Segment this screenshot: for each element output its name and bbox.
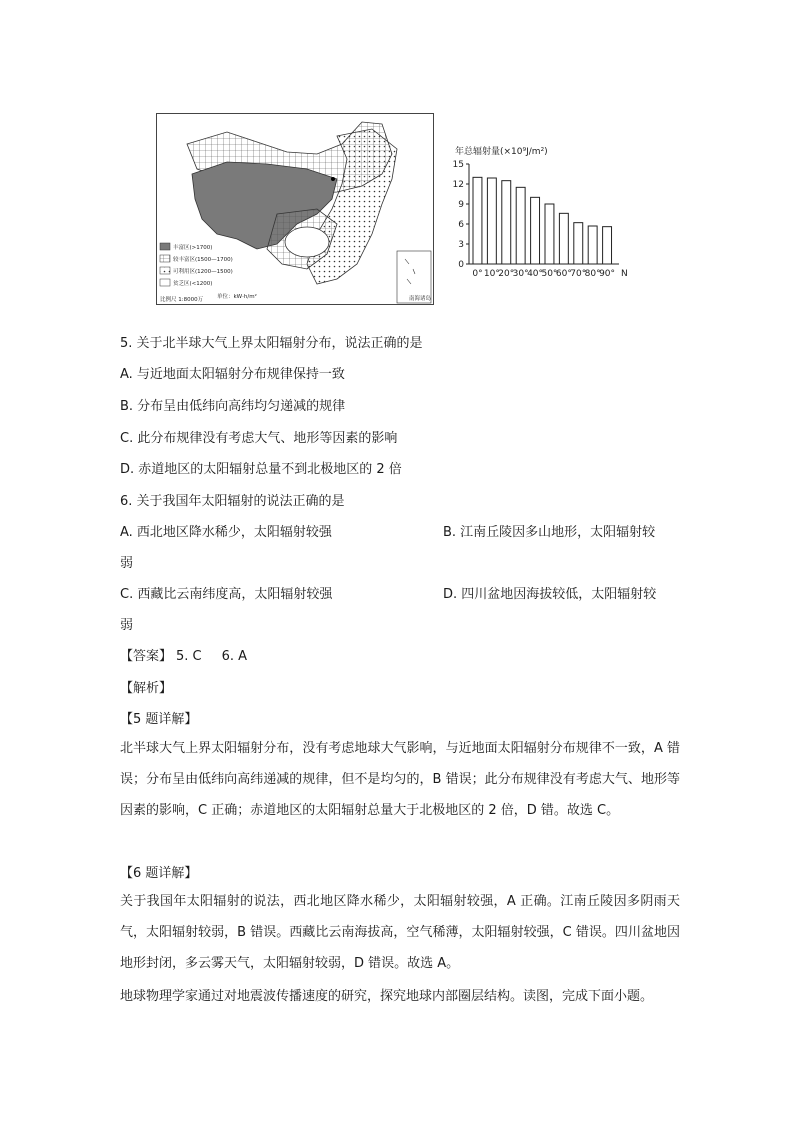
- answer-6: 6. A: [221, 649, 248, 664]
- bar: [473, 177, 482, 264]
- q6-option-c[interactable]: C. 西藏比云南纬度高，太阳辐射较强: [120, 587, 333, 602]
- inset-label: 南海诸岛: [409, 296, 432, 302]
- x-tick-label: 50°: [541, 269, 558, 279]
- x-tick-label: 0°: [472, 269, 483, 279]
- detail5-label: 【5 题详解】: [120, 712, 198, 727]
- bar: [559, 213, 568, 264]
- chart-title: 年总辐射量(×10⁹J/m²): [455, 147, 548, 157]
- bar: [545, 204, 554, 264]
- q6-option-b[interactable]: B. 江南丘陵因多山地形，太阳辐射较: [443, 525, 656, 540]
- radiation-bar-chart: [447, 142, 627, 282]
- legend-rich: 丰富区(>1700): [173, 245, 213, 251]
- x-tick-label: 20°: [498, 269, 515, 279]
- y-tick-label: 0: [458, 260, 464, 270]
- bar: [502, 181, 511, 264]
- x-tick-label: 30°: [512, 269, 529, 279]
- bar: [487, 178, 496, 264]
- x-tick-label: 70°: [570, 269, 587, 279]
- legend-poor: 贫乏区(<1200): [173, 281, 213, 287]
- answer-line: [120, 645, 247, 664]
- detail6-label: 【6 题详解】: [120, 866, 198, 881]
- q6-stem: 6. 关于我国年太阳辐射的说法正确的是: [120, 494, 345, 509]
- china-map-graphic: [157, 114, 433, 304]
- q6-option-d[interactable]: D. 四川盆地因海拔较低，太阳辐射较: [443, 587, 657, 602]
- bar: [588, 226, 597, 264]
- bar: [603, 227, 612, 264]
- x-tick-label: 10°: [483, 269, 500, 279]
- q5-option-a[interactable]: A. 与近地面太阳辐射分布规律保持一致: [120, 367, 345, 382]
- q5-stem: 5. 关于北半球大气上界太阳辐射分布，说法正确的是: [120, 336, 423, 351]
- q6-option-d-wrap: 弱: [120, 618, 134, 633]
- bar-chart-svg: [447, 142, 627, 282]
- detail5-text: 北半球大气上界太阳辐射分布，没有考虑地球大气影响，与近地面太阳辐射分布规律不一致，A 错误；分布呈由低纬向高纬递减的规律，但不是均匀的，B 错误；此分布规律没有考虑大气、地形等因素的影响，C 正确；赤道地区的太阳辐射总量大于北极地区的 2 倍，D 错。故选 C。: [120, 741, 680, 818]
- x-axis-suffix: N: [621, 269, 628, 279]
- q5-option-d[interactable]: D. 赤道地区的太阳辐射总量不到北极地区的 2 倍: [120, 462, 402, 477]
- bar: [531, 197, 540, 264]
- map-legend: [160, 243, 257, 303]
- legend-fairly-rich: 较丰富区(1500—1700): [173, 257, 233, 263]
- answer-5: 5. C: [176, 649, 202, 664]
- q5-option-c[interactable]: C. 此分布规律没有考虑大气、地形等因素的影响: [120, 431, 398, 446]
- detail6-text: 关于我国年太阳辐射的说法，西北地区降水稀少，太阳辐射较强，A 正确。江南丘陵因多阴雨天气，太阳辐射较弱，B 错误。西藏比云南海拔高，空气稀薄，太阳辐射较强，C 错误。四川盆地因地形封闭，多云雾天气，太阳辐射较弱，D 错误。故选 A。: [120, 894, 680, 971]
- bar: [574, 223, 583, 264]
- y-tick-label: 12: [452, 180, 464, 190]
- solar-radiation-map: [156, 113, 434, 305]
- x-tick-label: 90°: [599, 269, 616, 279]
- q6-option-b-wrap: 弱: [120, 556, 134, 571]
- next-intro-text: 地球物理学家通过对地震波传播速度的研究，探究地球内部圈层结构。读图，完成下面小题。: [120, 989, 654, 1004]
- y-tick-label: 9: [458, 200, 464, 210]
- answer-label: 【答案】: [120, 649, 173, 664]
- q6-option-a[interactable]: A. 西北地区降水稀少，太阳辐射较强: [120, 525, 332, 540]
- analysis-label: 【解析】: [120, 681, 173, 696]
- q5-option-b[interactable]: B. 分布呈由低纬向高纬均匀递减的规律: [120, 399, 346, 414]
- x-tick-label: 60°: [555, 269, 572, 279]
- map-unit: 单位：kW·h/m²: [217, 294, 257, 300]
- legend-usable: 可利用区(1200—1500): [173, 269, 233, 275]
- y-tick-label: 15: [452, 160, 464, 170]
- bar: [516, 187, 525, 264]
- map-scale: 比例尺 1:8000万: [160, 297, 204, 303]
- x-tick-label: 80°: [584, 269, 601, 279]
- y-tick-label: 3: [458, 240, 464, 250]
- zone-poor-sichuan: [285, 227, 329, 257]
- x-tick-label: 40°: [527, 269, 544, 279]
- y-tick-label: 6: [458, 220, 464, 230]
